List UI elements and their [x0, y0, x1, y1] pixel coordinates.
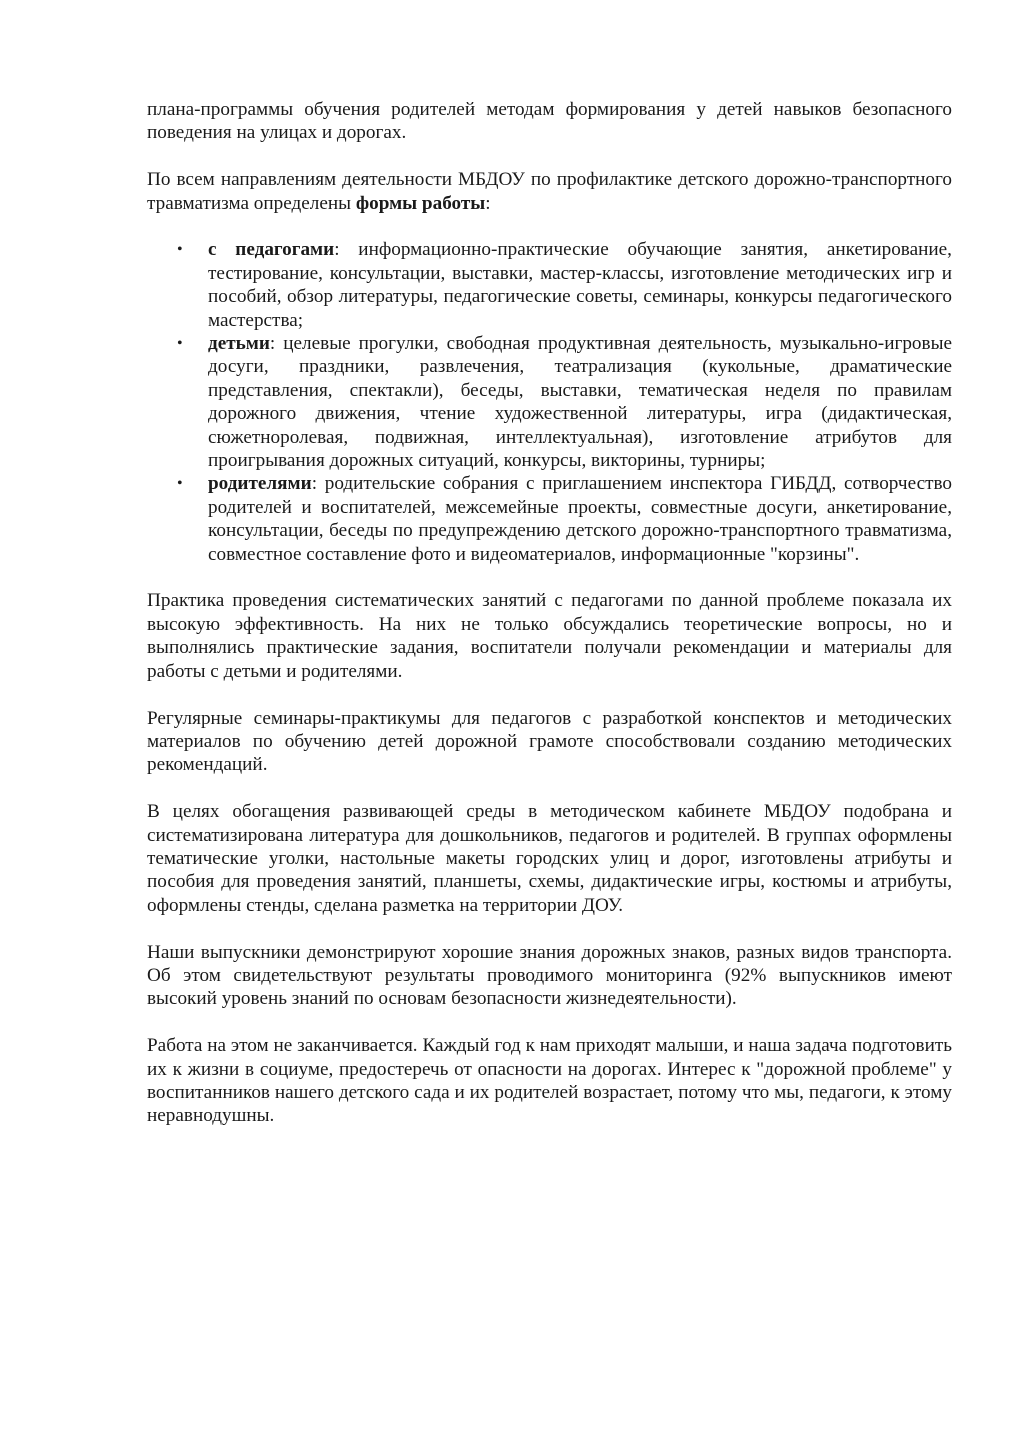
list-item-text: : родительские собрания с приглашением инспектора ГИБДД, сотворчество родителей и воспитателей, межсемейные проекты, совместные досуги, анкетирование, консультации, беседы по предупреждению детского дорожно-транспортного травматизма, совместное составление фото и видеоматериалов, информационные "корзины".: [208, 473, 952, 565]
forms-intro-bold: формы работы: [355, 192, 486, 214]
list-item-parents: [177, 472, 952, 566]
forms-of-work-list: [147, 238, 952, 566]
paragraph-conclusion: Работа на этом не заканчивается. Каждый год к нам приходят малыши, и наша задача подготовить их к жизни в социуме, предостеречь от опасности на дорогах. Интерес к "дорожной проблеме" у воспитанников нашего детского сада и их родителей возрастает, потому что мы, педагоги, к этому неравнодушны.: [147, 1035, 952, 1127]
paragraph-forms-intro: [147, 168, 952, 215]
paragraph-seminars: Регулярные семинары-практикумы для педагогов с разработкой конспектов и методических материалов по обучению детей дорожной грамоте способствовали созданию методических рекомендаций.: [147, 707, 952, 776]
paragraph-graduates: Наши выпускники демонстрируют хорошие знания дорожных знаков, разных видов транспорта. Об этом свидетельствуют результаты проводимого мониторинга (92% выпускников имеют высокий уровень знаний по основам безопасности жизнедеятельности).: [147, 941, 952, 1010]
bullet-icon: •: [177, 475, 183, 493]
document-page: [147, 98, 952, 1151]
list-item-children: [177, 332, 952, 472]
bullet-icon: •: [177, 335, 183, 353]
list-item-teachers: [177, 238, 952, 332]
paragraph-plan-program: плана-программы обучения родителей методам формирования у детей навыков безопасного поведения на улицах и дорогах.: [147, 99, 952, 144]
list-item-label: родителями: [208, 473, 312, 495]
forms-intro-text: По всем направлениям деятельности МБДОУ по профилактике детского дорожно-транспортного травматизма определены: [147, 169, 952, 214]
list-item-label: с педагогами: [208, 239, 335, 261]
list-item-label: детьми: [208, 333, 270, 355]
list-item-text: : информационно-практические обучающие занятия, анкетирование, тестирование, консультации, выставки, мастер-классы, изготовление методических игр и пособий, обзор литературы, педагогические советы, семинары, конкурсы педагогического мастерства;: [208, 239, 952, 331]
paragraph-practice: Практика проведения систематических занятий с педагогами по данной проблеме показала их высокую эффективность. На них не только обсуждались теоретические вопросы, но и выполнялись практические задания, воспитатели получали рекомендации и материалы для работы с детьми и родителями.: [147, 590, 952, 682]
forms-intro-colon: :: [485, 192, 491, 214]
list-item-text: : целевые прогулки, свободная продуктивная деятельность, музыкально-игровые досуги, праздники, развлечения, театрализация (кукольные, драматические представления, спектакли), беседы, выставки, тематическая неделя по правилам дорожного движения, чтение художественной литературы, игра (дидактическая, сюжетноролевая, подвижная, интеллектуальная), изготовление атрибутов для проигрывания дорожных ситуаций, конкурсы, викторины, турниры;: [208, 333, 952, 472]
paragraph-environment: В целях обогащения развивающей среды в методическом кабинете МБДОУ подобрана и систематизирована литература для дошкольников, педагогов и родителей. В группах оформлены тематические уголки, настольные макеты городских улиц и дорог, изготовлены атрибуты и пособия для проведения занятий, планшеты, схемы, дидактические игры, костюмы и атрибуты, оформлены стенды, сделана разметка на территории ДОУ.: [147, 801, 952, 916]
bullet-icon: •: [177, 241, 183, 259]
